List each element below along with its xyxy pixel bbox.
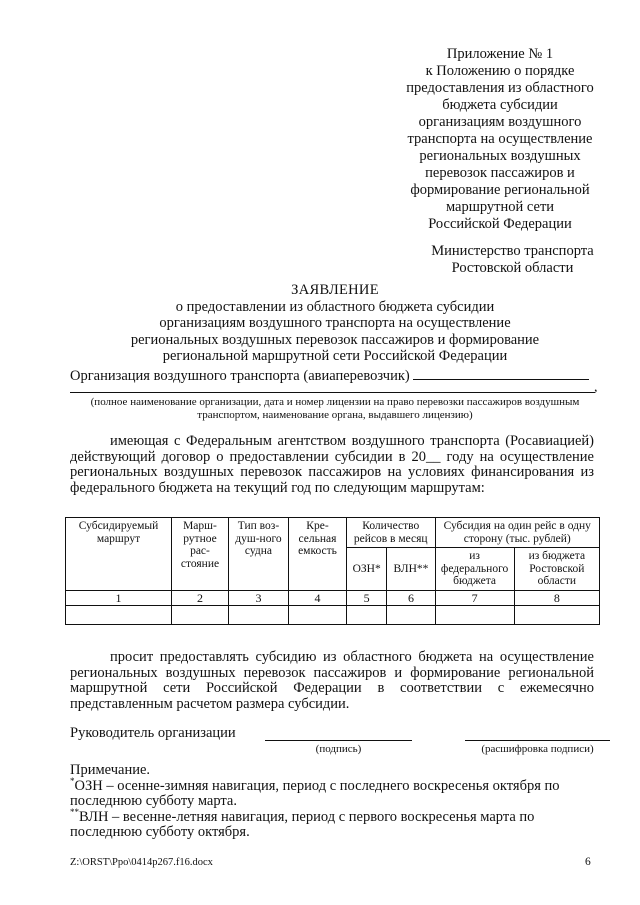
footnote-mark: ** <box>70 806 79 817</box>
paragraph-contract <box>70 434 594 496</box>
document-title <box>70 282 600 365</box>
title-line: организациям воздушного транспорта на осуществление <box>159 315 511 331</box>
appendix-line: маршрутной сети <box>445 199 555 215</box>
col-distance-header: Марш-рутное рас-стояние <box>172 518 229 591</box>
column-number: 1 <box>66 590 172 606</box>
title-line: о предоставлении из областного бюджета субсидии <box>175 298 495 315</box>
organization-label: Организация воздушного транспорта (авиаперевозчик) <box>70 368 410 384</box>
appendix-line: Российской Федерации <box>428 216 572 232</box>
appendix-line: к Положению о порядке <box>425 63 575 79</box>
organization-details-field[interactable] <box>70 392 595 393</box>
appendix-line: Приложение № 1 <box>446 46 554 62</box>
signature-label: Руководитель организации <box>70 725 236 741</box>
appendix-line: организациям воздушного <box>418 114 582 130</box>
organization-name-field[interactable] <box>413 367 589 380</box>
paragraph-request-text: просит предоставлять субсидию из областного бюджета на осуществление региональных воздушных перевозок пассажиров и формирование региональной маршрутной сети Российской Федерации в соответствии с ежемесячно представленным расчетом размера субсидии. <box>70 649 594 712</box>
addressee-line-2: Ростовской области <box>451 260 574 276</box>
table-cell[interactable] <box>514 606 599 625</box>
appendix-line: предоставления из областного <box>406 80 594 96</box>
table-cell[interactable] <box>172 606 229 625</box>
appendix-header <box>400 46 600 233</box>
col-federal-header: из федерального бюджета <box>435 548 514 591</box>
column-number: 5 <box>346 590 386 606</box>
table-cell[interactable] <box>346 606 386 625</box>
appendix-line: транспорта на осуществление <box>407 131 593 147</box>
note-ozn-text: ОЗН – осенне-зимняя навигация, период с последнего воскресенья октября по последнюю субботу марта. <box>70 777 560 809</box>
file-path: Z:\ORST\Ppo\0414p267.f16.docx <box>70 857 213 868</box>
notes <box>70 763 600 841</box>
footnote-mark: * <box>70 775 75 786</box>
table-cell[interactable] <box>435 606 514 625</box>
title-heading: ЗАЯВЛЕНИЕ <box>291 282 379 298</box>
signature-caption: (подпись) <box>315 743 362 755</box>
note-vln <box>70 806 600 841</box>
organization-hint: (полное наименование организации, дата и номер лицензии на право перевозки пассажиров воздушным транспортом, наименование органа, выдавшего лицензию) <box>90 396 580 421</box>
title-line: региональных воздушных перевозок пассажиров и формирование <box>130 331 540 348</box>
column-number: 8 <box>514 590 599 606</box>
page-number: 6 <box>585 856 591 868</box>
appendix-line: региональных воздушных <box>419 148 581 164</box>
notes-title: Примечание. <box>70 762 151 778</box>
col-vln-header: ВЛН** <box>387 548 435 591</box>
routes-table <box>65 517 600 625</box>
column-number: 7 <box>435 590 514 606</box>
paragraph-contract-text: имеющая с Федеральным агентством воздушного транспорта (Росавиацией) действующий договор о предоставлении субсидии в 20__ году на осуществление региональных воздушных перевозок пассажиров на условиях финансирования из федерального бюджета на текущий год по следующим маршрутам: <box>70 433 594 496</box>
flights-group-header: Количество рейсов в месяц <box>346 518 435 548</box>
appendix-line: бюджета субсидии <box>442 97 558 113</box>
signature-decode-field[interactable] <box>465 740 610 741</box>
table-cell[interactable] <box>387 606 435 625</box>
addressee-line-1: Министерство транспорта <box>431 243 594 259</box>
appendix-line: перевозок пассажиров и <box>425 165 575 181</box>
table-cell[interactable] <box>289 606 347 625</box>
table-number-row <box>66 590 600 606</box>
rule-comma: , <box>594 380 598 395</box>
signature-field[interactable] <box>265 740 412 741</box>
note-ozn <box>70 775 600 810</box>
column-number: 2 <box>172 590 229 606</box>
table-cell[interactable] <box>228 606 288 625</box>
table-row <box>66 606 600 625</box>
paragraph-request <box>70 650 594 712</box>
col-ozn-header: ОЗН* <box>346 548 386 591</box>
column-number: 4 <box>289 590 347 606</box>
organization-line <box>70 367 600 385</box>
table-cell[interactable] <box>66 606 172 625</box>
column-number: 3 <box>228 590 288 606</box>
table-header-row <box>66 518 600 548</box>
subsidy-group-header: Субсидия на один рейс в одну сторону (тыс. рублей) <box>435 518 600 548</box>
note-vln-text: ВЛН – весенне-летняя навигация, период с первого воскресенья марта по последнюю субботу октября. <box>70 808 535 840</box>
col-route-header: Субсидируемый маршрут <box>66 518 172 591</box>
addressee <box>415 243 610 277</box>
col-aircraft-header: Тип воз-душ-ного судна <box>228 518 288 591</box>
col-regional-header: из бюджета Ростовской области <box>514 548 599 591</box>
title-line: региональной маршрутной сети Российской Федерации <box>162 348 508 364</box>
signature-decode-caption: (расшифровка подписи) <box>481 743 594 755</box>
column-number: 6 <box>387 590 435 606</box>
appendix-line: формирование региональной <box>410 182 590 198</box>
col-seats-header: Кре-сельная емкость <box>289 518 347 591</box>
